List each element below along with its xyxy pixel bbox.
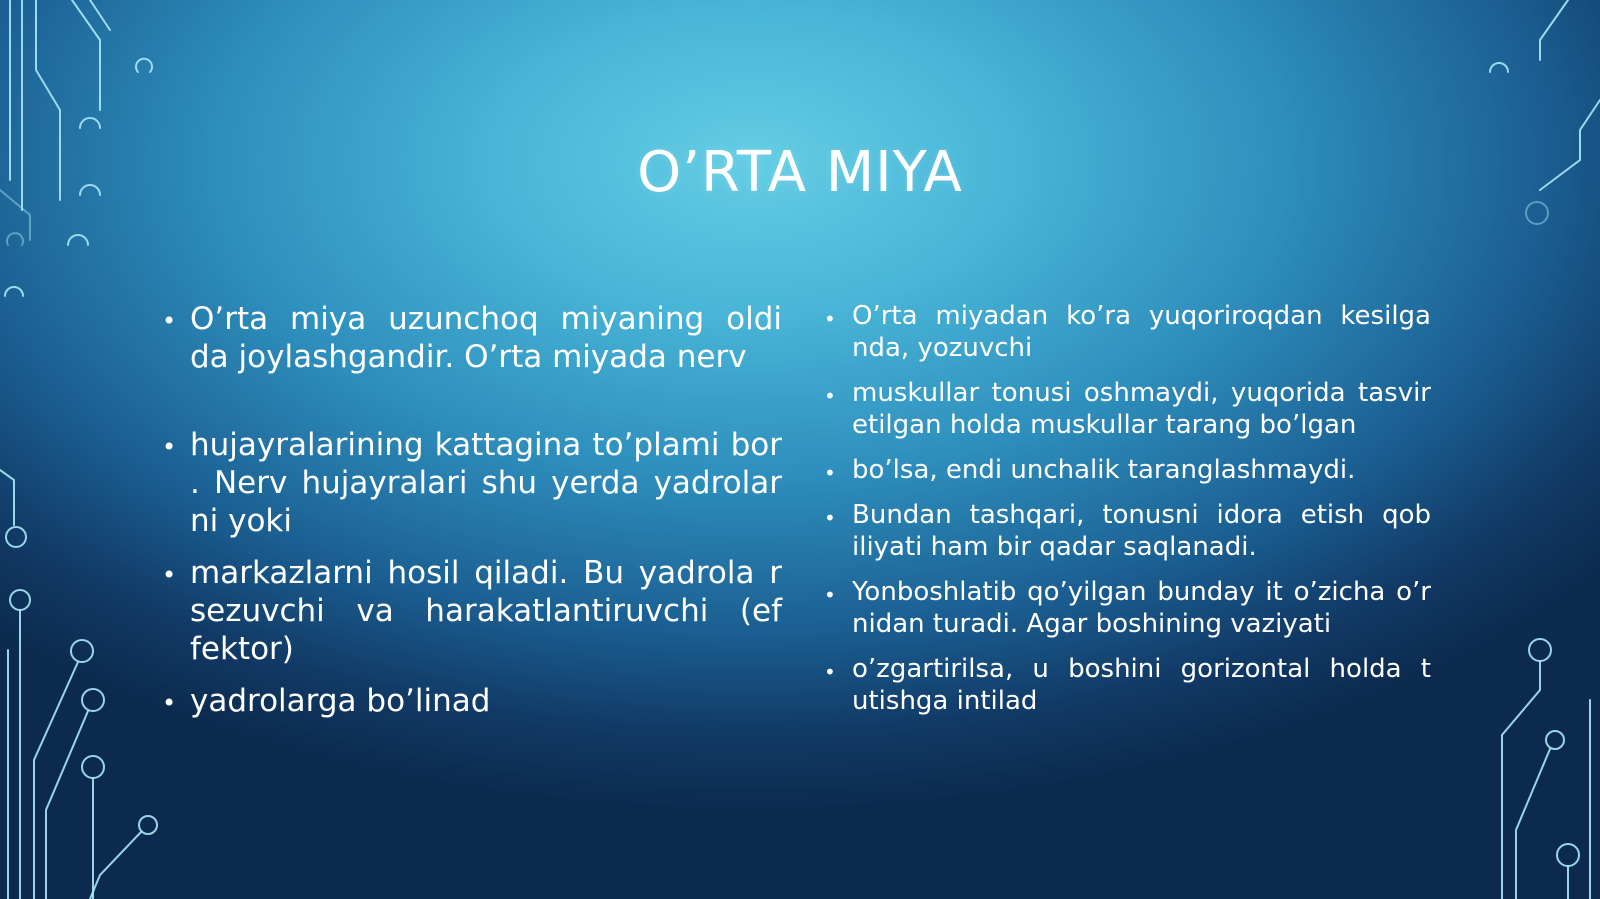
list-item-text: muskullar tonusi oshmaydi, yuqorida tasvir etilgan holda muskullar tarang bo’lgan bbox=[852, 378, 1431, 440]
list-item bbox=[162, 554, 782, 668]
list-item-text: bo’lsa, endi unchalik taranglashmaydi. bbox=[852, 455, 1356, 485]
list-item bbox=[162, 300, 782, 376]
list-item bbox=[824, 653, 1431, 717]
list-item-text: Bundan tashqari, tonusni idora etish qob iliyati ham bir qadar saqlanadi. bbox=[852, 500, 1431, 562]
slide-title: O’RTA MIYA bbox=[637, 140, 963, 205]
list-item bbox=[824, 377, 1431, 441]
list-item bbox=[824, 499, 1431, 563]
bullet-icon: • bbox=[162, 307, 177, 335]
list-item bbox=[824, 576, 1431, 640]
bullet-icon: • bbox=[824, 583, 836, 607]
list-item bbox=[162, 426, 782, 540]
list-item-text: markazlarni hosil qiladi. Bu yadrola r sezuvchi va harakatlantiruvchi (ef fektor) bbox=[190, 555, 782, 667]
bullet-icon: • bbox=[824, 384, 836, 408]
bullet-icon: • bbox=[824, 506, 836, 530]
right-bullet-list bbox=[824, 300, 1431, 730]
bullet-icon: • bbox=[824, 660, 836, 684]
list-item-text: yadrolarga bo’linad bbox=[190, 683, 491, 719]
bullet-icon: • bbox=[824, 307, 836, 331]
list-item-text: hujayralarining kattagina to’plami bor . Nerv hujayralari shu yerda yadrolar ni yoki bbox=[190, 427, 782, 539]
bullet-icon: • bbox=[162, 433, 177, 461]
list-item bbox=[162, 682, 782, 720]
bullet-icon: • bbox=[162, 561, 177, 589]
list-item bbox=[824, 300, 1431, 364]
list-item bbox=[824, 454, 1431, 486]
list-item-text: o’zgartirilsa, u boshini gorizontal holda t utishga intilad bbox=[852, 654, 1431, 716]
bullet-icon: • bbox=[162, 689, 177, 717]
list-item-text: O’rta miya uzunchoq miyaning oldi da joylashgandir. O’rta miyada nerv bbox=[190, 301, 782, 375]
left-bullet-list bbox=[162, 300, 782, 734]
list-item-text: O’rta miyadan ko’ra yuqoriroqdan kesilga nda, yozuvchi bbox=[852, 301, 1431, 363]
bullet-icon: • bbox=[824, 461, 836, 485]
list-item-text: Yonboshlatib qo’yilgan bunday it o’zicha o’r nidan turadi. Agar boshining vaziyati bbox=[852, 577, 1431, 639]
